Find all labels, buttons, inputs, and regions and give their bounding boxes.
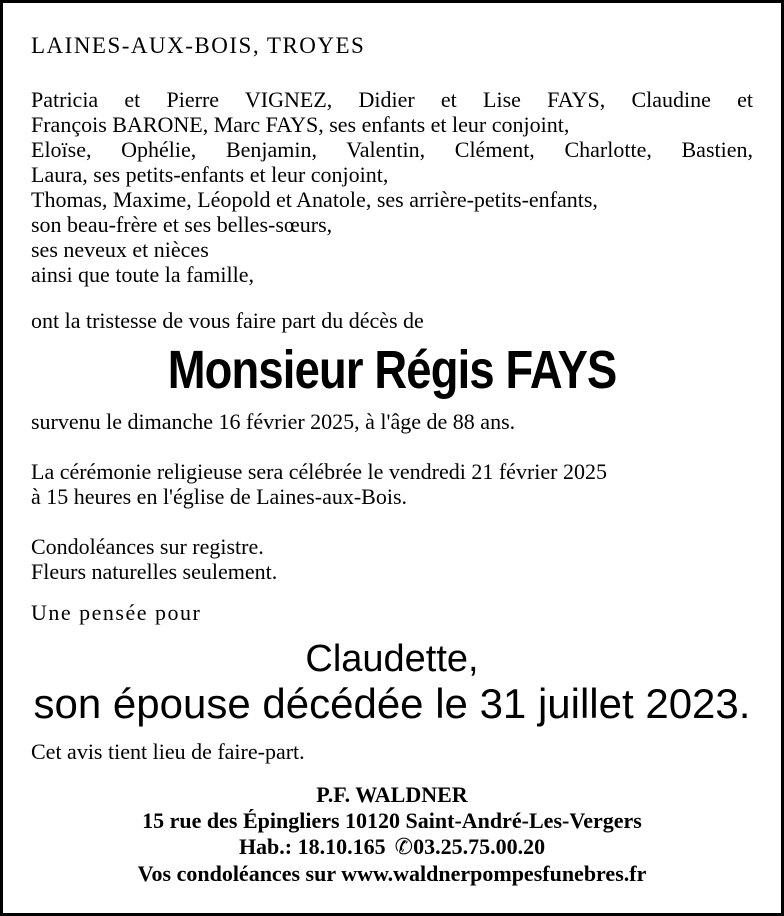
deceased-name: Monsieur Régis FAYS [167,340,617,400]
death-date-line: survenu le dimanche 16 février 2025, à l'âge de 88 ans. [31,409,516,434]
family-line: Thomas, Maxime, Léopold et Anatole, ses arrière-petits-enfants, [31,187,598,212]
notice-footer-line: Cet avis tient lieu de faire-part. [31,739,305,764]
deceased-name-wrap [31,339,753,401]
family-line: ses neveux et nièces [31,237,209,262]
funeral-home-block [31,782,753,887]
family-line: François BARONE, Marc FAYS, ses enfants et leur conjoint, [31,112,570,137]
condolence-line: Fleurs naturelles seulement. [31,559,278,584]
family-line: ainsi que toute la famille, [31,262,254,287]
family-line: Patricia et Pierre VIGNEZ, Didier et Lise FAYS, Claudine et [31,87,753,112]
family-line: son beau-frère et ses belles-sœurs, [31,212,333,237]
location-header: LAINES-AUX-BOIS, TROYES [31,33,366,58]
tribute-detail: son épouse décédée le 31 juillet 2023. [33,680,751,727]
funeral-home-phone-line [31,834,753,861]
family-line: Laura, ses petits-enfants et leur conjoint, [31,162,389,187]
hab-number: Hab.: 18.10.165 [238,834,386,859]
condolence-line: Condoléances sur registre. [31,534,264,559]
tribute-intro: Une pensée pour [31,600,202,625]
funeral-home-website-line: Vos condoléances sur www.waldnerpompesfunebres.fr [137,861,647,886]
ceremony-line: La cérémonie religieuse sera célébrée le vendredi 21 février 2025 [31,459,607,484]
family-paragraph [31,87,753,287]
tribute-block [31,637,753,727]
ceremony-paragraph [31,459,753,509]
funeral-home-name: P.F. WALDNER [316,782,468,807]
phone-number: 03.25.75.00.20 [413,834,546,859]
intro-line: ont la tristesse de vous faire part du décès de [31,308,424,333]
family-line: Eloïse, Ophélie, Benjamin, Valentin, Clément, Charlotte, Bastien, [31,137,753,162]
condolence-paragraph [31,534,753,584]
ceremony-line: à 15 heures en l'église de Laines-aux-Bois. [31,484,408,509]
phone-icon: ✆ [394,835,414,860]
tribute-name: Claudette, [305,638,479,680]
funeral-home-address: 15 rue des Épingliers 10120 Saint-André-Les-Vergers [142,808,642,833]
